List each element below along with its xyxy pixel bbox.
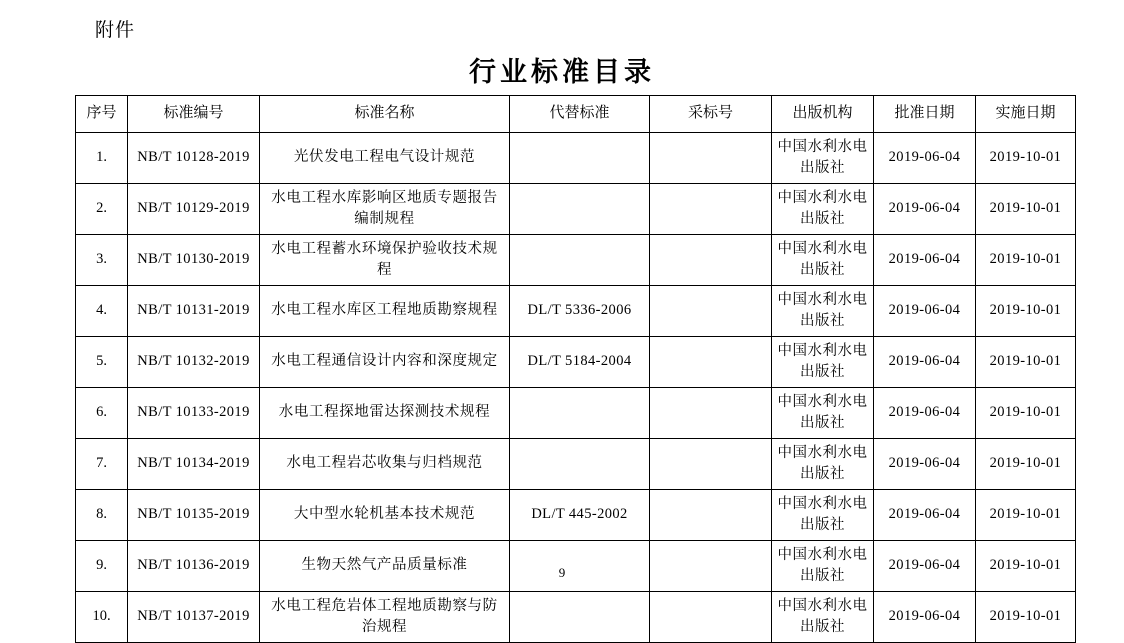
cell-press: 中国水利水电出版社 — [772, 490, 874, 541]
cell-approval-date: 2019-06-04 — [874, 286, 976, 337]
cell-press: 中国水利水电出版社 — [772, 337, 874, 388]
cell-name: 光伏发电工程电气设计规范 — [260, 133, 510, 184]
column-header-implement-date: 实施日期 — [976, 96, 1076, 133]
column-header-name: 标准名称 — [260, 96, 510, 133]
cell-adopted — [650, 286, 772, 337]
cell-approval-date: 2019-06-04 — [874, 439, 976, 490]
cell-approval-date: 2019-06-04 — [874, 592, 976, 643]
cell-code: NB/T 10128-2019 — [128, 133, 260, 184]
cell-name: 水电工程水库影响区地质专题报告编制规程 — [260, 184, 510, 235]
cell-code: NB/T 10133-2019 — [128, 388, 260, 439]
page-title: 行业标准目录 — [469, 57, 655, 87]
cell-adopted — [650, 388, 772, 439]
cell-implement-date: 2019-10-01 — [976, 592, 1076, 643]
cell-replaced: DL/T 5184-2004 — [510, 337, 650, 388]
cell-implement-date: 2019-10-01 — [976, 235, 1076, 286]
cell-implement-date: 2019-10-01 — [976, 337, 1076, 388]
cell-code: NB/T 10137-2019 — [128, 592, 260, 643]
table-row — [76, 388, 1076, 439]
table-row — [76, 235, 1076, 286]
cell-implement-date: 2019-10-01 — [976, 490, 1076, 541]
cell-approval-date: 2019-06-04 — [874, 337, 976, 388]
cell-code: NB/T 10134-2019 — [128, 439, 260, 490]
column-header-approval-date: 批准日期 — [874, 96, 976, 133]
cell-no: 3. — [76, 235, 128, 286]
cell-approval-date: 2019-06-04 — [874, 133, 976, 184]
cell-code: NB/T 10132-2019 — [128, 337, 260, 388]
cell-name: 水电工程岩芯收集与归档规范 — [260, 439, 510, 490]
cell-no: 10. — [76, 592, 128, 643]
cell-name: 水电工程通信设计内容和深度规定 — [260, 337, 510, 388]
cell-name: 水电工程危岩体工程地质勘察与防治规程 — [260, 592, 510, 643]
standards-catalog-table — [75, 95, 1076, 643]
cell-press: 中国水利水电出版社 — [772, 388, 874, 439]
cell-implement-date: 2019-10-01 — [976, 439, 1076, 490]
page-number: 9 — [558, 565, 566, 580]
table-row — [76, 133, 1076, 184]
cell-code: NB/T 10131-2019 — [128, 286, 260, 337]
cell-no: 4. — [76, 286, 128, 337]
cell-replaced — [510, 439, 650, 490]
table-header-row — [76, 96, 1076, 133]
cell-no: 8. — [76, 490, 128, 541]
cell-approval-date: 2019-06-04 — [874, 490, 976, 541]
cell-name: 大中型水轮机基本技术规范 — [260, 490, 510, 541]
cell-code: NB/T 10129-2019 — [128, 184, 260, 235]
table-row — [76, 184, 1076, 235]
column-header-code: 标准编号 — [128, 96, 260, 133]
cell-replaced — [510, 235, 650, 286]
table-row — [76, 592, 1076, 643]
cell-approval-date: 2019-06-04 — [874, 235, 976, 286]
table-row — [76, 286, 1076, 337]
table-row — [76, 490, 1076, 541]
cell-implement-date: 2019-10-01 — [976, 286, 1076, 337]
cell-press: 中国水利水电出版社 — [772, 439, 874, 490]
cell-press: 中国水利水电出版社 — [772, 133, 874, 184]
cell-adopted — [650, 490, 772, 541]
cell-press: 中国水利水电出版社 — [772, 235, 874, 286]
cell-press: 中国水利水电出版社 — [772, 592, 874, 643]
cell-no: 7. — [76, 439, 128, 490]
cell-adopted — [650, 592, 772, 643]
cell-no: 6. — [76, 388, 128, 439]
table-row — [76, 439, 1076, 490]
cell-code: NB/T 10136-2019 — [128, 541, 260, 592]
cell-no: 2. — [76, 184, 128, 235]
column-header-replaced: 代替标准 — [510, 96, 650, 133]
cell-name: 生物天然气产品质量标准 — [260, 541, 510, 592]
cell-adopted — [650, 133, 772, 184]
cell-implement-date: 2019-10-01 — [976, 133, 1076, 184]
cell-replaced — [510, 388, 650, 439]
table-row — [76, 337, 1076, 388]
cell-approval-date: 2019-06-04 — [874, 388, 976, 439]
cell-replaced: DL/T 5336-2006 — [510, 286, 650, 337]
cell-implement-date: 2019-10-01 — [976, 541, 1076, 592]
cell-no: 1. — [76, 133, 128, 184]
cell-no: 5. — [76, 337, 128, 388]
cell-no: 9. — [76, 541, 128, 592]
cell-replaced — [510, 133, 650, 184]
cell-adopted — [650, 184, 772, 235]
column-header-adopted: 采标号 — [650, 96, 772, 133]
cell-name: 水电工程蓄水环境保护验收技术规程 — [260, 235, 510, 286]
cell-implement-date: 2019-10-01 — [976, 388, 1076, 439]
column-header-press: 出版机构 — [772, 96, 874, 133]
cell-adopted — [650, 337, 772, 388]
column-header-no: 序号 — [76, 96, 128, 133]
cell-code: NB/T 10130-2019 — [128, 235, 260, 286]
cell-adopted — [650, 439, 772, 490]
cell-press: 中国水利水电出版社 — [772, 286, 874, 337]
cell-adopted — [650, 235, 772, 286]
cell-replaced — [510, 184, 650, 235]
cell-approval-date: 2019-06-04 — [874, 541, 976, 592]
attachment-label: 附件 — [95, 20, 136, 41]
cell-code: NB/T 10135-2019 — [128, 490, 260, 541]
cell-replaced: DL/T 445-2002 — [510, 490, 650, 541]
cell-replaced — [510, 592, 650, 643]
cell-approval-date: 2019-06-04 — [874, 184, 976, 235]
cell-implement-date: 2019-10-01 — [976, 184, 1076, 235]
cell-press: 中国水利水电出版社 — [772, 541, 874, 592]
cell-press: 中国水利水电出版社 — [772, 184, 874, 235]
cell-name: 水电工程探地雷达探测技术规程 — [260, 388, 510, 439]
cell-name: 水电工程水库区工程地质勘察规程 — [260, 286, 510, 337]
